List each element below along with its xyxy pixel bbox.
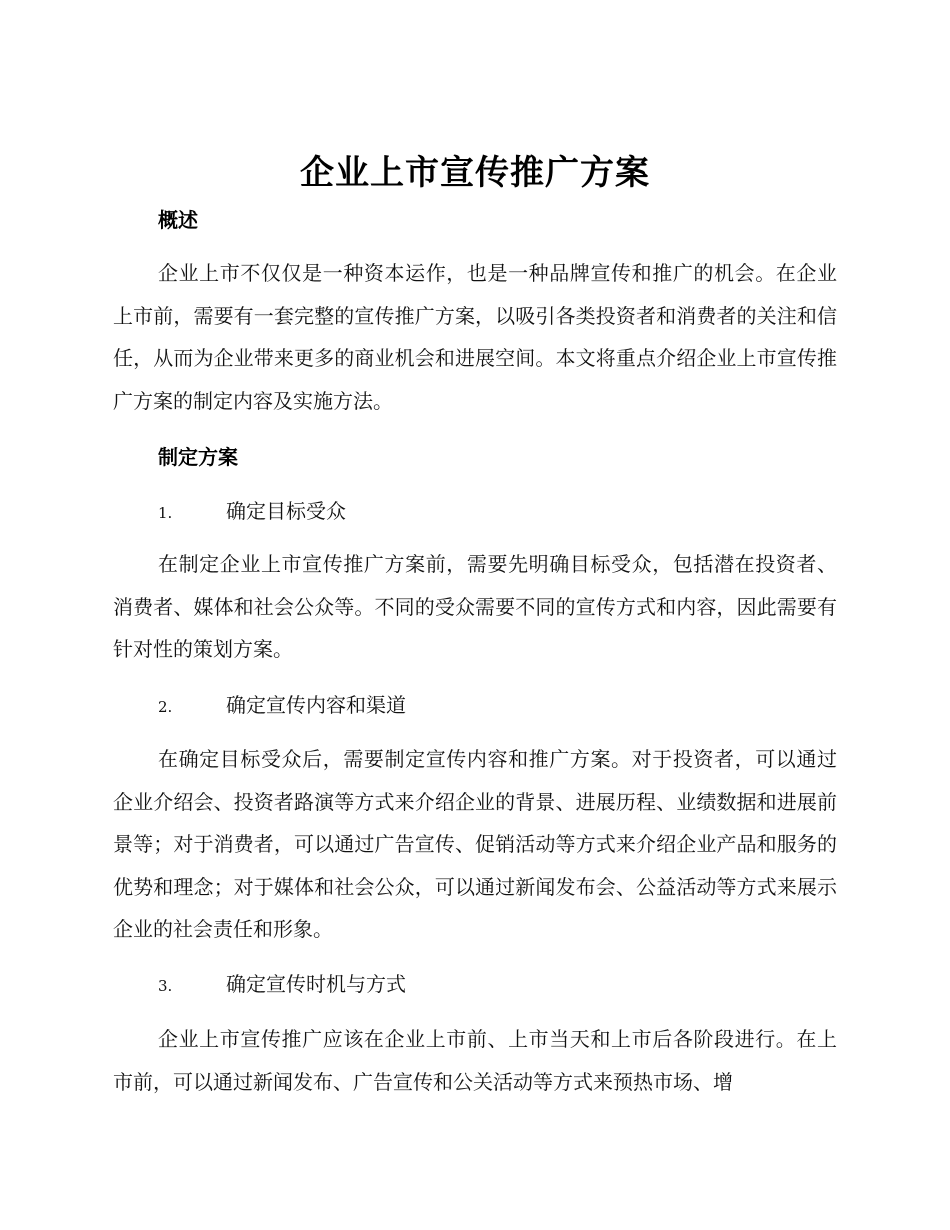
section-heading-overview: 概述 xyxy=(158,208,198,232)
item-3-paragraph: 企业上市宣传推广应该在企业上市前、上市当天和上市后各阶段进行。在上市前，可以通过新闻发布、广告宣传和公关活动等方式来预热市场、增 xyxy=(113,1027,837,1094)
list-number: 1. xyxy=(158,504,173,522)
list-number: 3. xyxy=(158,977,173,995)
list-label: 确定宣传时机与方式 xyxy=(226,972,406,996)
document-title: 企业上市宣传推广方案 xyxy=(300,153,650,193)
item-2-paragraph: 在确定目标受众后，需要制定宣传内容和推广方案。对于投资者，可以通过企业介绍会、投资者路演等方式来介绍企业的背景、进展历程、业绩数据和进展前景等；对于消费者，可以通过广告宣传、促销活动等方式来介绍企业产品和服务的优势和理念；对于媒体和社会公众，可以通过新闻发布会、公益活动等方式来展示企业的社会责任和形象。 xyxy=(113,747,837,941)
list-number: 2. xyxy=(158,698,173,716)
overview-paragraph: 企业上市不仅仅是一种资本运作，也是一种品牌宣传和推广的机会。在企业上市前，需要有一套完整的宣传推广方案，以吸引各类投资者和消费者的关注和信任，从而为企业带来更多的商业机会和进展空间。本文将重点介绍企业上市宣传推广方案的制定内容及实施方法。 xyxy=(113,261,837,413)
section-heading-plan: 制定方案 xyxy=(158,445,238,469)
list-item-3 xyxy=(158,970,406,1000)
list-item-1 xyxy=(158,497,346,527)
list-label: 确定宣传内容和渠道 xyxy=(226,693,406,717)
item-1-paragraph: 在制定企业上市宣传推广方案前，需要先明确目标受众，包括潜在投资者、消费者、媒体和社会公众等。不同的受众需要不同的宣传方式和内容，因此需要有针对性的策划方案。 xyxy=(113,552,837,661)
list-label: 确定目标受众 xyxy=(226,499,346,523)
list-item-2 xyxy=(158,691,406,721)
